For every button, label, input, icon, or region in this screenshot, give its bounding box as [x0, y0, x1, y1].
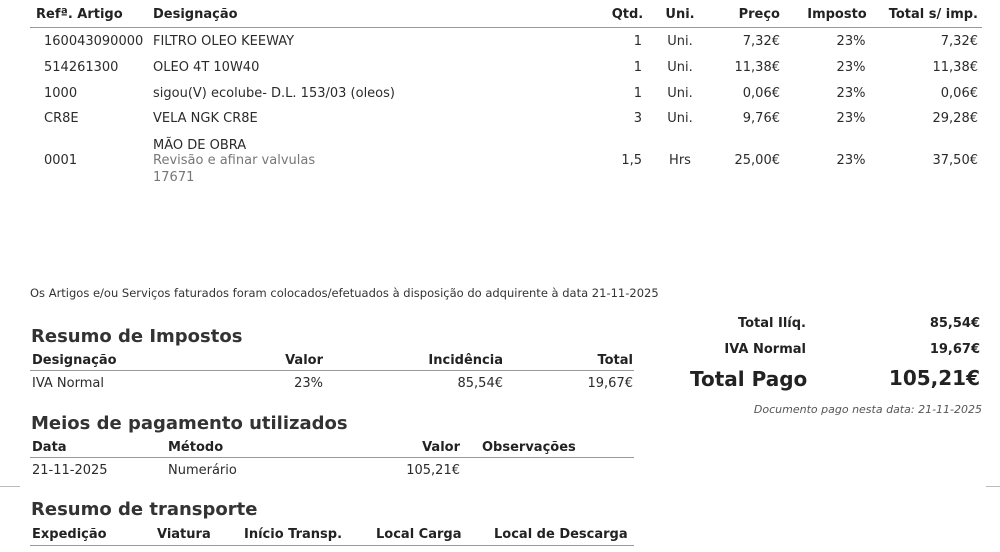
total-net-value: 85,54€ [929, 316, 980, 331]
delivery-disclaimer: Os Artigos e/ou Serviços faturados foram colocados/efetuados à disposição do adquirente à data 21-11-2025 [30, 286, 659, 300]
row-designation: FILTRO OLEO KEEWAY [153, 34, 295, 49]
col-header-total: Total s/ imp. [888, 7, 978, 22]
header-divider [30, 27, 982, 28]
row-unit: Uni. [667, 86, 693, 101]
row-price: 25,00€ [734, 153, 780, 168]
row-ref: 160043090000 [44, 34, 144, 49]
row-designation: VELA NGK CR8E [153, 111, 258, 126]
row-ref: 1000 [44, 86, 78, 101]
row-qty: 1,5 [621, 153, 642, 168]
total-paid-value: 105,21€ [888, 366, 980, 390]
row-total: 29,28€ [932, 111, 978, 126]
total-net-label: Total Ilíq. [737, 316, 806, 331]
payment-col-method: Método [168, 440, 224, 455]
row-unit: Uni. [667, 111, 693, 126]
payment-header-divider [30, 457, 634, 458]
payment-row-value: 105,21€ [406, 463, 460, 478]
row-qty: 1 [633, 86, 642, 101]
tax-col-incidence: Incidência [428, 353, 503, 368]
row-qty: 3 [633, 111, 642, 126]
row-price: 7,32€ [742, 34, 780, 49]
payment-col-value: Valor [422, 440, 460, 455]
tax-row-designation: IVA Normal [32, 376, 104, 391]
payment-title: Meios de pagamento utilizados [31, 413, 348, 434]
row-tax: 23% [836, 153, 866, 168]
payment-row-method: Numerário [168, 463, 237, 478]
tax-row-value: 23% [294, 376, 323, 391]
row-price: 9,76€ [742, 111, 780, 126]
row-designation: sigou(V) ecolube- D.L. 153/03 (oleos) [153, 86, 395, 101]
transport-title: Resumo de transporte [31, 499, 258, 520]
row-unit: Hrs [669, 153, 691, 168]
payment-row-date: 21-11-2025 [32, 463, 108, 478]
row-ref: 0001 [44, 153, 78, 168]
tax-header-divider [30, 370, 634, 371]
tax-summary-title: Resumo de Impostos [31, 326, 243, 347]
row-tax: 23% [836, 34, 866, 49]
row-total: 37,50€ [932, 153, 978, 168]
payment-col-notes: Observações [482, 440, 576, 455]
row-qty: 1 [633, 60, 642, 75]
tax-row-total: 19,67€ [587, 376, 633, 391]
row-designation: OLEO 4T 10W40 [153, 60, 260, 75]
transport-col-load: Local Carga [376, 527, 462, 542]
transport-col-vehicle: Viatura [157, 527, 211, 542]
row-note: Revisão e afinar valvulas [153, 153, 316, 168]
row-qty: 1 [633, 34, 642, 49]
col-header-qty: Qtd. [611, 7, 644, 22]
row-tax: 23% [836, 86, 866, 101]
total-vat-label: IVA Normal [724, 342, 806, 357]
tax-col-total: Total [597, 353, 633, 368]
row-total: 11,38€ [932, 60, 978, 75]
row-unit: Uni. [667, 60, 693, 75]
transport-col-expedition: Expedição [32, 527, 107, 542]
page-fold-mark-right [986, 486, 1000, 487]
tax-col-value: Valor [285, 353, 323, 368]
payment-col-date: Data [32, 440, 67, 455]
row-unit: Uni. [667, 34, 693, 49]
tax-row-incidence: 85,54€ [457, 376, 503, 391]
row-tax: 23% [836, 60, 866, 75]
row-price: 11,38€ [734, 60, 780, 75]
col-header-tax: Imposto [807, 7, 867, 22]
row-ref: 514261300 [44, 60, 119, 75]
row-ref: CR8E [44, 111, 79, 126]
col-header-ref: Refª. Artigo [36, 7, 123, 22]
row-price: 0,06€ [742, 86, 780, 101]
col-header-unit: Uni. [665, 7, 695, 22]
paid-date-note: Documento pago nesta data: 21-11-2025 [753, 403, 982, 416]
transport-col-unload: Local de Descarga [494, 527, 628, 542]
transport-col-start: Início Transp. [244, 527, 343, 542]
page-fold-mark-left [0, 486, 20, 487]
col-header-price: Preço [738, 7, 780, 22]
total-vat-value: 19,67€ [929, 342, 980, 357]
row-designation: MÃO DE OBRA [153, 138, 247, 153]
transport-header-divider [30, 545, 634, 546]
row-total: 0,06€ [940, 86, 978, 101]
row-note: 17671 [153, 170, 195, 185]
total-paid-label: Total Pago [690, 367, 808, 391]
tax-col-designation: Designação [32, 353, 117, 368]
col-header-designation: Designação [153, 7, 238, 22]
row-total: 7,32€ [940, 34, 978, 49]
row-tax: 23% [836, 111, 866, 126]
